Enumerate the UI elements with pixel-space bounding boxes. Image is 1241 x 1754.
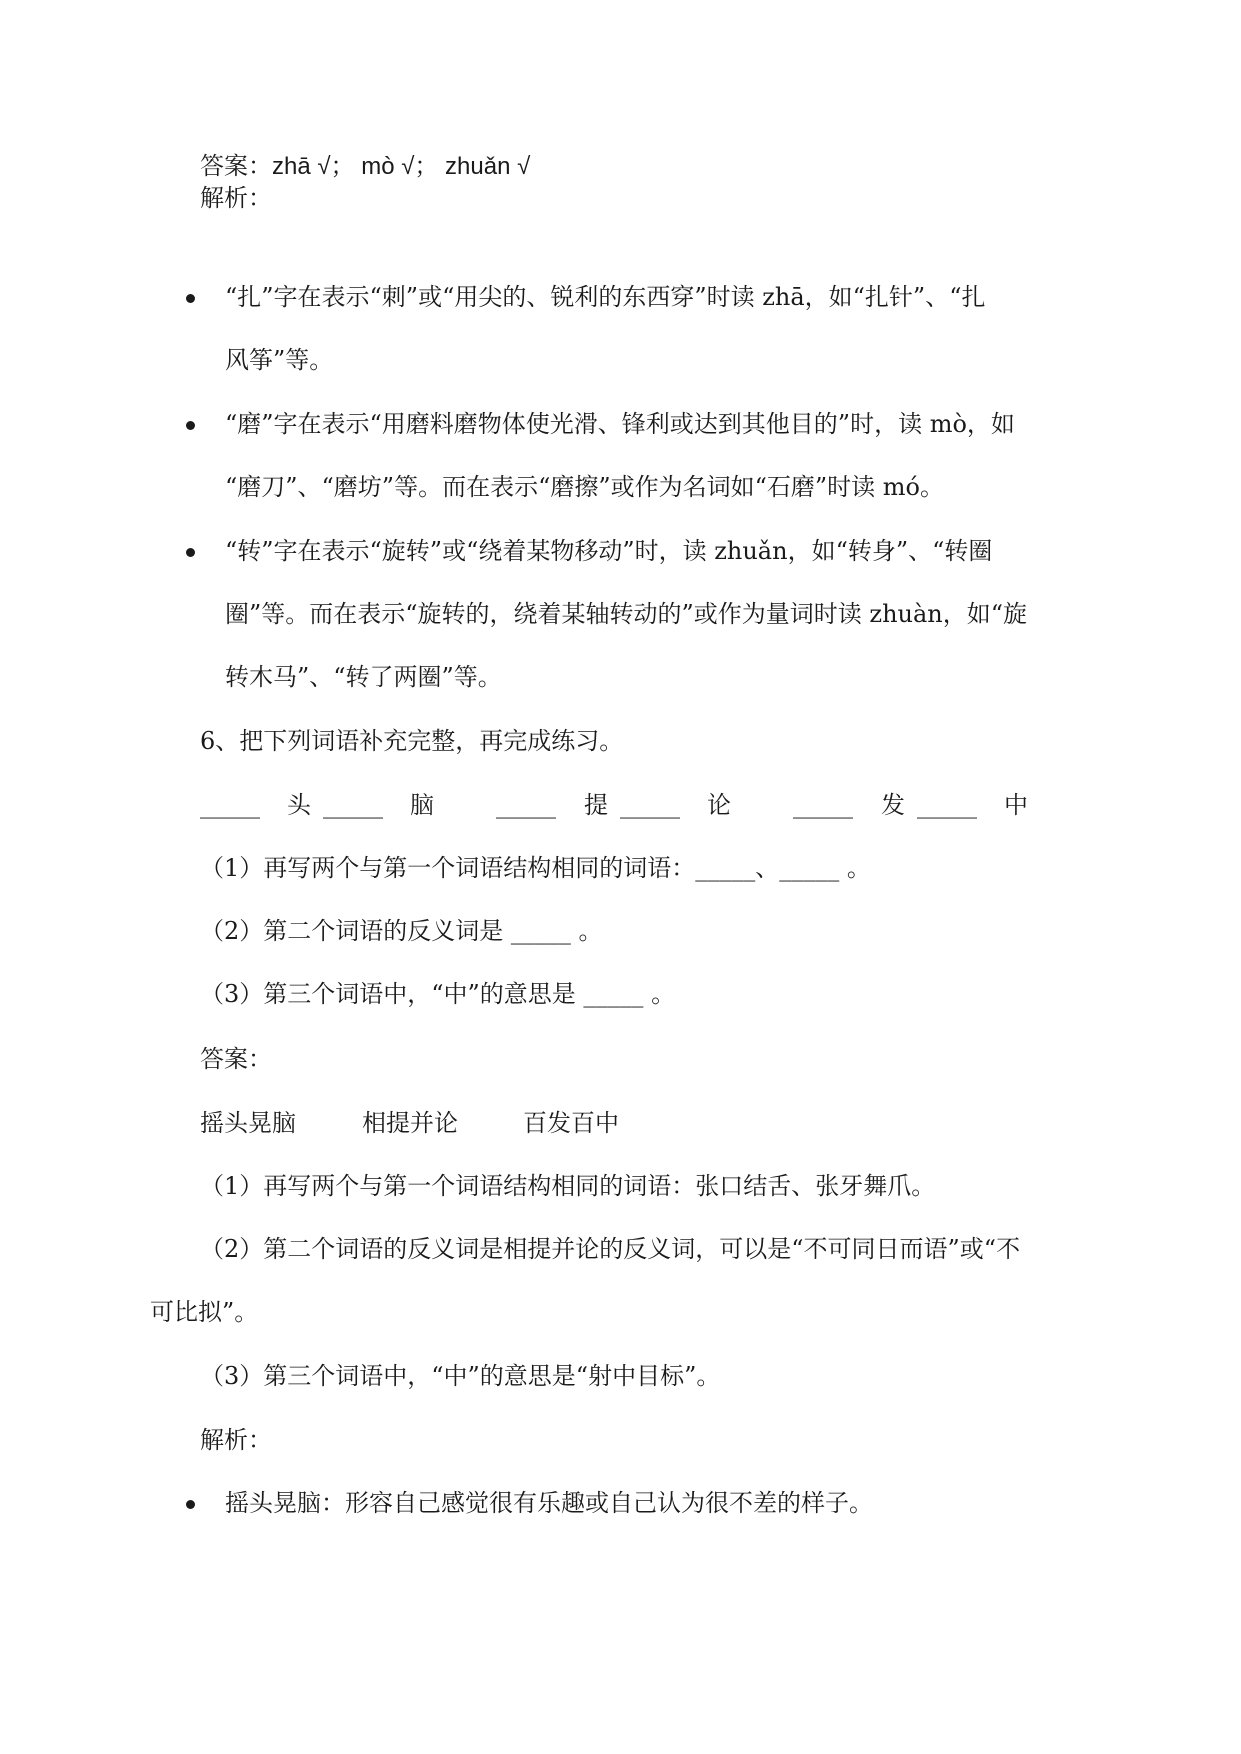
q6-sub-question-2: （2）第二个词语的反义词是 _____ 。 bbox=[200, 917, 603, 945]
bullet-dot bbox=[186, 294, 195, 303]
q6-answer-label: 答案： bbox=[200, 1045, 272, 1073]
q6-prompt: 6、把下列词语补充完整，再完成练习。 bbox=[200, 727, 624, 755]
analysis-line: “转”字在表示“旋转”或“绕着某物移动”时，读 zhuǎn，如“转身”、“转圈 bbox=[225, 537, 993, 565]
q6-answer-2-line2: 可比拟”。 bbox=[150, 1298, 259, 1326]
fill-blank[interactable]: _____ bbox=[917, 791, 977, 819]
given-char: 头 bbox=[287, 791, 311, 819]
q5-analysis-heading: 解析： bbox=[200, 184, 272, 212]
fill-blank[interactable]: _____ bbox=[620, 791, 680, 819]
analysis-line: 摇头晃脑：形容自己感觉很有乐趣或自己认为很不差的样子。 bbox=[225, 1489, 873, 1517]
q5-answer-value: zhā √； mò √； zhuǎn √ bbox=[272, 153, 531, 180]
given-char: 中 bbox=[1004, 791, 1028, 819]
q6-answer-2-line1: （2）第二个词语的反义词是相提并论的反义词，可以是“不可同日而语”或“不 bbox=[200, 1235, 1021, 1263]
q5-answer-label: 答案： bbox=[200, 153, 272, 180]
given-char: 脑 bbox=[410, 791, 434, 819]
fill-blank[interactable]: _____ bbox=[793, 791, 853, 819]
q5-answer bbox=[200, 151, 530, 183]
analysis-line: “磨”字在表示“用磨料磨物体使光滑、锋利或达到其他目的”时，读 mò，如 bbox=[225, 410, 1015, 438]
q6-answer-word: 摇头晃脑 bbox=[200, 1109, 296, 1137]
bullet-dot bbox=[186, 548, 195, 557]
q6-sub-question-3: （3）第三个词语中，“中”的意思是 _____ 。 bbox=[200, 980, 676, 1008]
analysis-line: “磨刀”、“磨坊”等。而在表示“磨擦”或作为名词如“石磨”时读 mó。 bbox=[225, 473, 944, 501]
q6-answer-1: （1）再写两个与第一个词语结构相同的词语：张口结舌、张牙舞爪。 bbox=[200, 1172, 936, 1200]
q6-answer-word: 百发百中 bbox=[523, 1109, 619, 1137]
q6-answer-word: 相提并论 bbox=[362, 1109, 458, 1137]
analysis-line: 转木马”、“转了两圈”等。 bbox=[225, 663, 502, 691]
q6-analysis-heading: 解析： bbox=[200, 1426, 272, 1454]
bullet-dot bbox=[186, 1500, 195, 1509]
given-char: 提 bbox=[584, 791, 608, 819]
bullet-dot bbox=[186, 421, 195, 430]
analysis-line: 圈”等。而在表示“旋转的，绕着某轴转动的”或作为量词时读 zhuàn，如“旋 bbox=[225, 600, 1028, 628]
q6-sub-question-1: （1）再写两个与第一个词语结构相同的词语：_____、_____ 。 bbox=[200, 854, 871, 882]
fill-blank[interactable]: _____ bbox=[323, 791, 383, 819]
given-char: 发 bbox=[881, 791, 905, 819]
q6-answer-3: （3）第三个词语中，“中”的意思是“射中目标”。 bbox=[200, 1362, 721, 1390]
fill-blank[interactable]: _____ bbox=[496, 791, 556, 819]
analysis-line: “扎”字在表示“刺”或“用尖的、锐利的东西穿”时读 zhā，如“扎针”、“扎 bbox=[225, 283, 986, 311]
given-char: 论 bbox=[707, 791, 731, 819]
analysis-line: 风筝”等。 bbox=[225, 346, 334, 374]
fill-blank[interactable]: _____ bbox=[200, 791, 260, 819]
